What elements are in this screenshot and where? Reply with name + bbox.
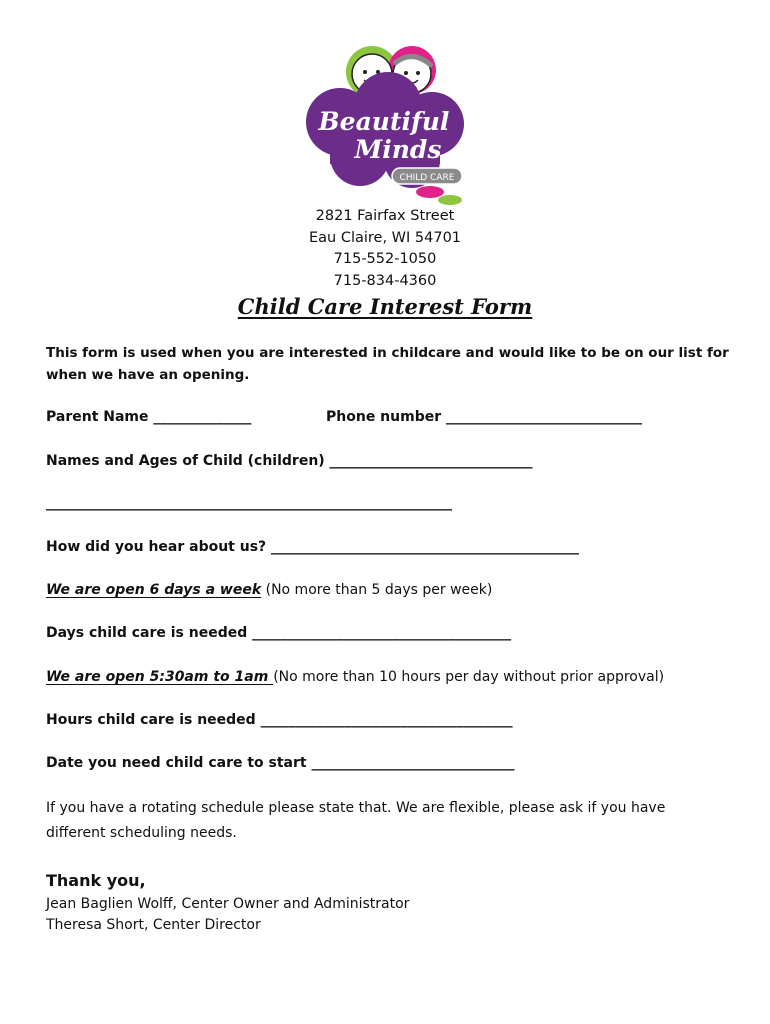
thank-you: Thank you, — [46, 871, 146, 890]
hours-open-note — [46, 669, 664, 685]
hours-open-emphasis: We are open 5:30am to 1am — [46, 669, 274, 685]
days-open-limit: (No more than 5 days per week) — [261, 582, 493, 598]
names-ages-field[interactable]: Names and Ages of Child (children) _____________________________ — [46, 453, 533, 469]
days-open-emphasis: We are open 6 days a week — [46, 582, 262, 598]
signature-director: Theresa Short, Center Director — [46, 917, 261, 933]
hours-needed-field[interactable]: Hours child care is needed ____________________________________ — [46, 712, 513, 728]
phone-number-field[interactable]: Phone number ____________________________ — [326, 409, 642, 425]
form-title-wrap — [0, 294, 770, 319]
start-date-field[interactable]: Date you need child care to start _____________________________ — [46, 755, 515, 771]
logo-tag: CHILD CARE — [399, 173, 455, 183]
address-street: 2821 Fairfax Street — [315, 208, 455, 224]
address-city: Eau Claire, WI 54701 — [308, 229, 462, 246]
beautiful-minds-logo — [300, 44, 472, 206]
hear-about-field[interactable]: How did you hear about us? ____________________________________________ — [46, 539, 580, 555]
days-open-note — [46, 582, 492, 598]
form-title: Child Care Interest Form — [237, 294, 533, 319]
names-ages-line-2[interactable]: __________________________________________________________ — [46, 495, 452, 511]
rotating-schedule-note: If you have a rotating schedule please state that. We are flexible, please ask if you have different scheduling needs. — [46, 800, 666, 841]
hours-open-limit: (No more than 10 hours per day without prior approval) — [273, 669, 665, 685]
signature-owner: Jean Baglien Wolff, Center Owner and Administrator — [46, 896, 410, 912]
logo-word-minds: Minds — [354, 135, 442, 164]
logo-word-beautiful: Beautiful — [318, 107, 450, 136]
address-phone-1: 715-552-1050 — [333, 251, 437, 267]
address-block — [0, 206, 770, 292]
parent-name-field[interactable]: Parent Name ______________ — [46, 409, 252, 425]
intro-text: This form is used when you are interested in childcare and would like to be on our list for when we have an opening. — [46, 345, 729, 383]
address-phone-2: 715-834-4360 — [333, 272, 437, 289]
days-needed-field[interactable]: Days child care is needed _____________________________________ — [46, 625, 512, 641]
